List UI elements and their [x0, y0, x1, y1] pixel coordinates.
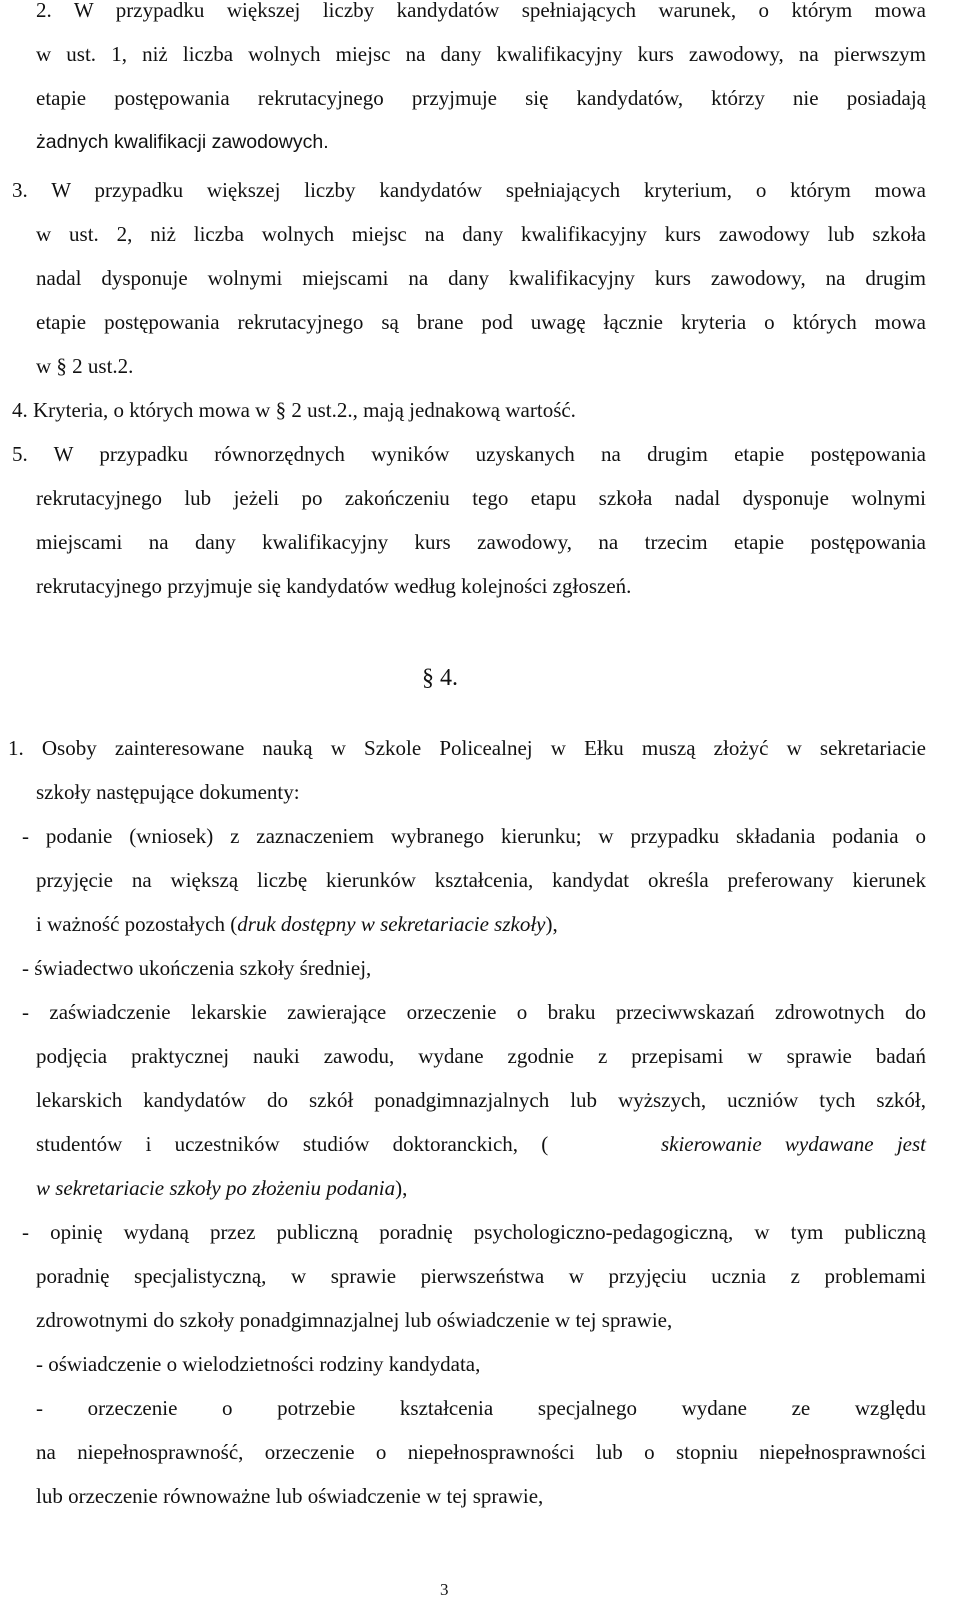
page-number: 3 [440, 1580, 449, 1599]
text-line: zdrowotnymi do szkoły ponadgimnazjalnej lub oświadczenie w tej sprawie, [36, 1308, 673, 1332]
text-line: etapie postępowania rekrutacyjnego przyjmuje się kandydatów, którzy nie posiadają [36, 86, 926, 110]
text-line: lub orzeczenie równoważne lub oświadczenie w tej sprawie, [36, 1484, 544, 1508]
text-line: podjęcia praktycznej nauki zawodu, wydane zgodnie z przepisami w sprawie badań [36, 1044, 926, 1068]
list-item: - świadectwo ukończenia szkoły średniej, [22, 956, 372, 980]
text-line: w § 2 ust.2. [36, 354, 134, 378]
italic-note: w sekretariacie szkoły po złożeniu podania [36, 1176, 396, 1200]
text-line: miejscami na dany kwalifikacyjny kurs zawodowy, na trzecim etapie postępowania [36, 530, 926, 554]
text-line [36, 910, 960, 938]
text-line [36, 1130, 926, 1158]
text-segment: studentów i uczestników studiów doktoranckich, ( [36, 1132, 549, 1156]
text-line: poradnię specjalistyczną, w sprawie pierwszeństwa w przyjęciu ucznia z problemami [36, 1264, 926, 1288]
list-item: - zaświadczenie lekarskie zawierające orzeczenie o braku przeciwwskazań zdrowotnych do [22, 1000, 926, 1024]
text-line: 1. Osoby zainteresowane nauką w Szkole Policealnej w Ełku muszą złożyć w sekretariacie [8, 736, 926, 760]
text-segment: ), [545, 912, 558, 936]
text-line: 4. Kryteria, o których mowa w § 2 ust.2., mają jednakową wartość. [12, 398, 576, 422]
text-line: na niepełnosprawność, orzeczenie o niepełnosprawności lub o stopniu niepełnosprawności [36, 1440, 926, 1464]
text-line: w ust. 2, niż liczba wolnych miejsc na dany kwalifikacyjny kurs zawodowy lub szkoła [36, 222, 926, 246]
text-line: przyjęcie na większą liczbę kierunków kształcenia, kandydat określa preferowany kierunek [36, 868, 926, 892]
text-line: 3. W przypadku większej liczby kandydatów spełniających kryterium, o którym mowa [12, 178, 926, 202]
text-line: 2. W przypadku większej liczby kandydatów spełniających warunek, o którym mowa [36, 0, 926, 22]
italic-note: skierowanie wydawane jest [660, 1132, 926, 1156]
text-line: 5. W przypadku równorzędnych wyników uzyskanych na drugim etapie postępowania [12, 442, 926, 466]
text-segment: i ważność pozostałych ( [36, 912, 238, 936]
list-item: - podanie (wniosek) z zaznaczeniem wybranego kierunku; w przypadku składania podania o [22, 824, 926, 848]
list-item: - opinię wydaną przez publiczną poradnię psychologiczno-pedagogiczną, w tym publiczną [22, 1220, 926, 1244]
text-line: w ust. 1, niż liczba wolnych miejsc na dany kwalifikacyjny kurs zawodowy, na pierwszym [36, 42, 926, 66]
text-segment: ), [395, 1176, 408, 1200]
text-line: szkoły następujące dokumenty: [36, 780, 300, 804]
text-line: nadal dysponuje wolnymi miejscami na dany kwalifikacyjny kurs zawodowy, na drugim [36, 266, 926, 290]
text-line [36, 1174, 960, 1202]
section-heading: § 4. [422, 665, 458, 691]
text-line: żadnych kwalifikacji zawodowych. [36, 131, 329, 153]
text-line: rekrutacyjnego lub jeżeli po zakończeniu tego etapu szkoła nadal dysponuje wolnymi [36, 486, 926, 510]
text-line: etapie postępowania rekrutacyjnego są brane pod uwagę łącznie kryteria o których mowa [36, 310, 926, 334]
text-line: lekarskich kandydatów do szkół ponadgimnazjalnych lub wyższych, uczniów tych szkół, [36, 1088, 926, 1112]
italic-note: druk dostępny w sekretariacie szkoły [237, 912, 546, 936]
list-item: - orzeczenie o potrzebie kształcenia specjalnego wydane ze względu [36, 1396, 926, 1420]
list-item: - oświadczenie o wielodzietności rodziny kandydata, [36, 1352, 481, 1376]
text-line: rekrutacyjnego przyjmuje się kandydatów według kolejności zgłoszeń. [36, 574, 632, 598]
